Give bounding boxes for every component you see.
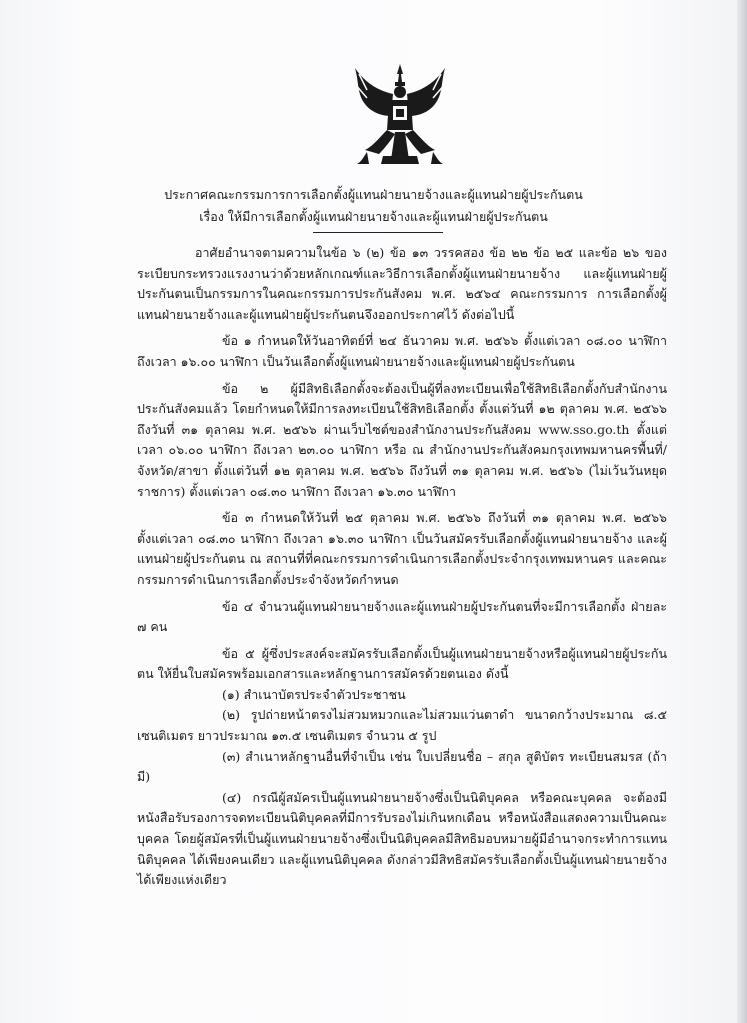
garuda-emblem-icon: [345, 60, 455, 170]
paragraph-preamble: อาศัยอำนาจตามความในข้อ ๖ (๒) ข้อ ๑๓ วรรคสอง ข้อ ๒๒ ข้อ ๒๕ และข้อ ๒๖ ของระเบียบกระทรวงแรงงานว่าด้วยหลักเกณฑ์และวิธีการเลือกตั้งผู้แทนฝ่ายนายจ้าง และผู้แทนฝ่ายผู้ประกันตนเป็นกรรมการในคณะกรรมการประกันสังคม พ.ศ. ๒๕๖๔ คณะกรรมการ การเลือกตั้งผู้แทนฝ่ายนายจ้างและผู้แทนฝ่ายผู้ประกันตนจึงออกประกาศไว้ ดังต่อไปนี้: [137, 245, 667, 322]
paragraph-clause-4: ข้อ ๔ จำนวนผู้แทนฝ่ายนายจ้างและผู้แทนฝ่ายผู้ประกันตนที่จะมีการเลือกตั้ง ฝ่ายละ ๗ คน: [137, 598, 667, 635]
announcement-title: ประกาศคณะกรรมการการเลือกตั้งผู้แทนฝ่ายนายจ้างและผู้แทนฝ่ายผู้ประกันตน: [164, 187, 583, 202]
announcement-body: [137, 243, 667, 891]
paragraph-clause-5: ข้อ ๕ ผู้ซึ่งประสงค์จะสมัครรับเลือกตั้งเป็นผู้แทนฝ่ายนายจ้างหรือผู้แทนฝ่ายผู้ประกันตน ให้ยื่นใบสมัครพร้อมเอกสารและหลักฐานการสมัครด้วยตนเอง ดังนี้: [137, 645, 667, 682]
paragraph-clause-1: ข้อ ๑ กำหนดให้วันอาทิตย์ที่ ๒๔ ธันวาคม พ.ศ. ๒๕๖๖ ตั้งแต่เวลา ๐๘.๐๐ นาฬิกา ถึงเวลา ๑๖.๐๐ นาฬิกา เป็นวันเลือกตั้งผู้แทนฝ่ายนายจ้างและผู้แทนฝ่ายผู้ประกันตน: [137, 333, 667, 369]
title-divider: [313, 232, 443, 233]
list-item-1: (๑) สำเนาบัตรประจำตัวประชาชน: [222, 686, 406, 702]
list-item-4: (๔) กรณีผู้สมัครเป็นผู้แทนฝ่ายนายจ้างซึ่งเป็นนิติบุคคล หรือคณะบุคคล จะต้องมีหนังสือรับรองการจดทะเบียนนิติบุคคลที่มีการรับรองไม่เกินหกเดือน หรือหนังสือแสดงความเป็นคณะบุคคล โดยผู้สมัครที่เป็นผู้แทนฝ่ายนายจ้างซึ่งเป็นนิติบุคคลมีสิทธิมอบหมายผู้มีอำนาจกระทำการแทนนิติบุคคล ได้เพียงคนเดียว และผู้แทนนิติบุคคล ดังกล่าวมีสิทธิสมัครรับเลือกตั้งเป็นผู้แทนฝ่ายนายจ้างได้เพียงแห่งเดียว: [137, 789, 667, 888]
page-edge-shadow: [737, 0, 747, 1023]
list-item-2: (๒) รูปถ่ายหน้าตรงไม่สวมหมวกและไม่สวมแว่นตาดำ ขนาดกว้างประมาณ ๘.๕ เซนติเมตร ยาวประมาณ ๑๓.๕ เซนติเมตร จำนวน ๕ รูป: [137, 707, 667, 744]
paragraph-clause-3: ข้อ ๓ กำหนดให้วันที่ ๒๕ ตุลาคม พ.ศ. ๒๕๖๖ ถึงวันที่ ๓๑ ตุลาคม พ.ศ. ๒๕๖๖ ตั้งแต่เวลา ๐๘.๓๐ นาฬิกา ถึงเวลา ๑๖.๓๐ นาฬิกา เป็นวันสมัครรับเลือกตั้งผู้แทนฝ่ายนายจ้าง และผู้แทนฝ่ายผู้ประกันตน ณ สถานที่ที่คณะกรรมการดำเนินการเลือกตั้งประจำกรุงเทพมหานคร และคณะกรรมการดำเนินการเลือกตั้งประจำจังหวัดกำหนด: [137, 510, 667, 587]
paragraph-clause-2: ข้อ ๒ ผู้มีสิทธิเลือกตั้งจะต้องเป็นผู้ที่ลงทะเบียนเพื่อใช้สิทธิเลือกตั้งกับสำนักงานประกันสังคมแล้ว โดยกำหนดให้มีการลงทะเบียนใช้สิทธิเลือกตั้ง ตั้งแต่วันที่ ๑๒ ตุลาคม พ.ศ. ๒๕๖๖ ถึงวันที่ ๓๑ ตุลาคม พ.ศ. ๒๕๖๖ ผ่านเว็บไซต์ของสำนักงานประกันสังคม www.sso.go.th ตั้งแต่เวลา ๐๖.๐๐ นาฬิกา ถึงเวลา ๒๓.๐๐ นาฬิกา หรือ ณ สำนักงานประกันสังคมกรุงเทพมหานครพื้นที่/จังหวัด/สาขา ตั้งแต่วันที่ ๑๒ ตุลาคม พ.ศ. ๒๕๖๖ ถึงวันที่ ๓๑ ตุลาคม พ.ศ. ๒๕๖๖ (ไม่เว้นวันหยุดราชการ) ตั้งแต่เวลา ๐๘.๓๐ นาฬิกา ถึงเวลา ๑๖.๓๐ นาฬิกา: [137, 380, 667, 499]
announcement-subject: เรื่อง ให้มีการเลือกตั้งผู้แทนฝ่ายนายจ้างและผู้แทนฝ่ายผู้ประกันตน: [199, 209, 548, 224]
list-item-3: (๓) สำเนาหลักฐานอื่นที่จำเป็น เช่น ใบเปลี่ยนชื่อ – สกุล สูติบัตร ทะเบียนสมรส (ถ้ามี): [137, 748, 667, 785]
